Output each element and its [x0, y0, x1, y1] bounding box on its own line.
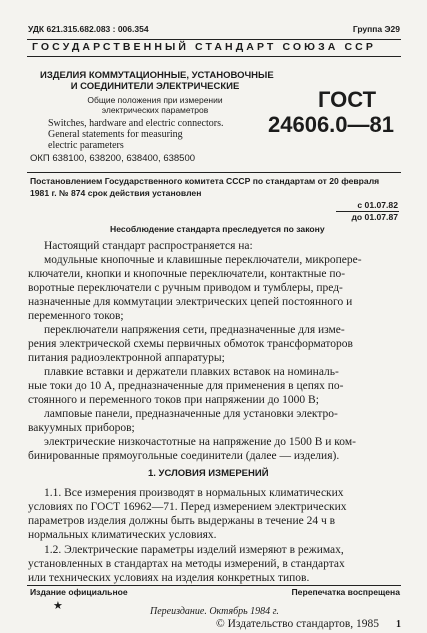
subtitle-ru-line1: Общие положения при измерении: [87, 95, 223, 105]
p1-line2: ключатели, кнопки и кнопочные переключатели, контактные по-: [28, 268, 346, 280]
p4-line2: вакуумных приборов;: [28, 422, 135, 434]
header-rule-bottom: [27, 56, 401, 57]
decree-line2: 1981 г. № 874 срок действия установлен: [30, 188, 202, 198]
p5-line1: электрические низкочастотные на напряжение до 1500 В и ком-: [44, 436, 356, 448]
header-rule-top: [27, 39, 401, 40]
intro-text: Настоящий стандарт распространяется на:: [44, 240, 253, 252]
udk-code: УДК 621.315.682.083 : 006.354: [28, 24, 149, 34]
reissue-note: Переиздание. Октябрь 1984 г.: [150, 606, 279, 617]
footer-rule: [27, 585, 401, 586]
p3-line2: ные токи до 10 А, предназначенные для применения в цепях по-: [28, 380, 344, 392]
official-edition: Издание официальное: [30, 587, 128, 597]
group-code: Группа Э29: [352, 24, 400, 34]
decree-rule-top: [27, 172, 401, 173]
p5-line2: бинированные прямоугольные соединители (далее — изделия).: [28, 450, 340, 462]
p3-line3: стоянного и переменного токов при напряжении до 1000 В;: [28, 394, 319, 406]
p1-line1: модульные кнопочные и клавишные переключатели, микропере-: [44, 254, 362, 266]
title-en-line3: electric parameters: [48, 140, 124, 151]
subtitle-ru-line2: электрических параметров: [101, 105, 209, 115]
star-icon: ★: [53, 600, 63, 612]
reprint-notice: Перепечатка воспрещена: [291, 587, 400, 597]
p1-line3: воротные переключатели с ручным приводом и тумблеры, пред-: [28, 282, 343, 294]
copyright: © Издательство стандартов, 1985: [216, 618, 380, 630]
p2-line3: питания радиоэлектронной аппаратуры;: [28, 352, 225, 364]
title-ru-line1: ИЗДЕЛИЯ КОММУТАЦИОННЫЕ, УСТАНОВОЧНЫЕ: [40, 70, 274, 81]
s12-line2: установленных в стандартах на методы измерений, в стандартах: [28, 558, 345, 570]
title-en-line1: Switches, hardware and electric connectors.: [48, 118, 224, 129]
p2-line1: переключатели напряжения сети, предназначенные для изме-: [44, 324, 345, 336]
page-number: 1: [396, 619, 401, 630]
penalty-notice: Несоблюдение стандарта преследуется по закону: [110, 224, 325, 234]
okp-codes: ОКП 638100, 638200, 638400, 638500: [30, 153, 196, 164]
standard-title: ГОСУДАРСТВЕННЫЙ СТАНДАРТ СОЮЗА ССР: [32, 41, 376, 53]
s11-line1: 1.1. Все измерения производят в нормальных климатических: [44, 487, 344, 499]
s11-line4: нормальных климатических условиях.: [28, 529, 217, 541]
s11-line3: параметров изделия должны быть выдержаны в течение 24 ч в: [28, 515, 336, 527]
decree-line1: Постановлением Государственного комитета СССР по стандартам от 20 февраля: [30, 176, 380, 186]
gost-label: ГОСТ: [318, 87, 377, 112]
p4-line1: ламповые панели, предназначенные для установки электро-: [44, 408, 338, 420]
title-ru-line2: И СОЕДИНИТЕЛИ ЭЛЕКТРИЧЕСКИЕ: [70, 81, 240, 92]
gost-number: 24606.0—81: [268, 112, 394, 137]
s12-line1: 1.2. Электрические параметры изделий измеряют в режимах,: [44, 544, 344, 556]
section-title: 1. УСЛОВИЯ ИЗМЕРЕНИЙ: [148, 468, 269, 479]
validity-to: до 01.07.87: [351, 212, 398, 222]
title-en-line2: General statements for measuring: [48, 129, 183, 140]
s12-line3: или технических условиях на изделия конкретных типов.: [28, 572, 310, 584]
p1-line5: переменного токов;: [28, 310, 124, 322]
s11-line2: условиях по ГОСТ 16962—71. Перед измерением электрических: [28, 501, 347, 513]
p3-line1: плавкие вставки и держатели плавких вставок на номиналь-: [44, 366, 339, 378]
p2-line2: рения электрической схемы первичных обмоток трансформаторов: [28, 338, 353, 350]
p1-line4: назначенные для коммутации электрических цепей постоянного и: [28, 296, 353, 308]
validity-from: с 01.07.82: [357, 200, 398, 210]
